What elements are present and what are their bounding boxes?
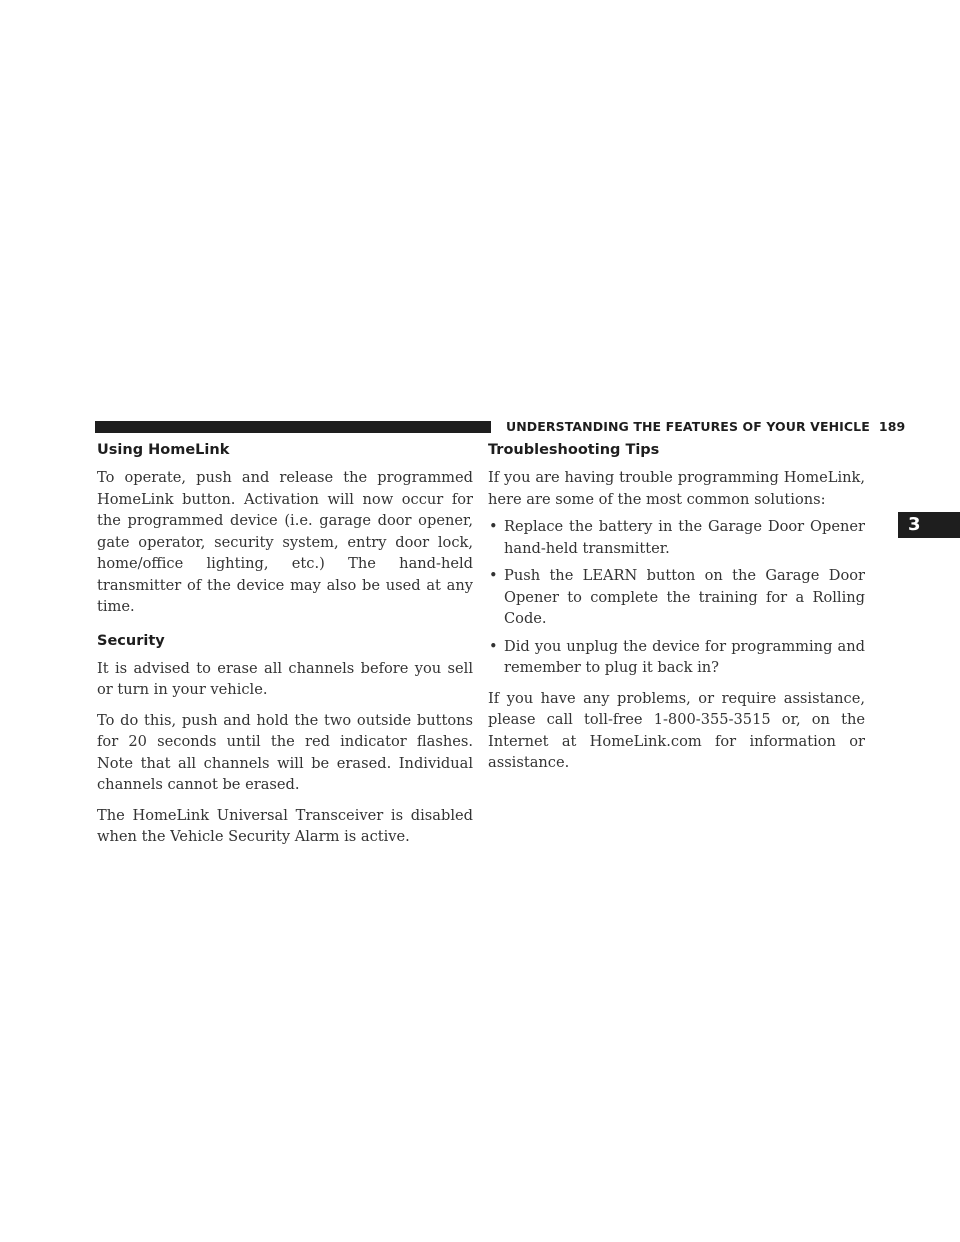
list-item: [488, 565, 865, 630]
page-number: 189: [878, 419, 906, 434]
paragraph-using-homelink: To operate, push and release the programmed HomeLink button. Activation will now occur for the programmed device (i.e. garage door opener, gate operator, security system, entry door lock, home/office lighting, etc.) The hand-held transmitter of the device may also be used at any time.: [97, 469, 473, 615]
bullet-icon: •: [489, 637, 498, 655]
heading-using-homelink: Using HomeLink: [97, 442, 230, 458]
list-item-text: Replace the battery in the Garage Door Opener hand-held transmitter.: [504, 518, 865, 557]
section-title: UNDERSTANDING THE FEATURES OF YOUR VEHICLE: [506, 419, 870, 434]
troubleshooting-list: [488, 516, 865, 679]
heading-security: Security: [97, 632, 165, 649]
paragraph-security-3: The HomeLink Universal Transceiver is disabled when the Vehicle Security Alarm is active.: [97, 806, 473, 845]
paragraph-troubleshooting-intro: If you are having trouble programming HomeLink, here are some of the most common solutions:: [488, 469, 865, 508]
paragraph-security-2: To do this, push and hold the two outside buttons for 20 seconds until the red indicator flashes. Note that all channels will be erased. Individual channels cannot be erased.: [97, 711, 473, 793]
list-item: [488, 516, 865, 559]
bullet-icon: •: [489, 567, 498, 584]
list-item: [488, 636, 865, 679]
running-header: [506, 419, 906, 434]
paragraph-security-1: It is advised to erase all channels before you sell or turn in your vehicle.: [97, 659, 473, 698]
paragraph-troubleshooting-closing: If you have any problems, or require assistance, please call toll-free 1-800-355-3515 or, on the Internet at HomeLink.com for information or assistance.: [488, 689, 865, 771]
list-item-text: Did you unplug the device for programming and remember to plug it back in?: [504, 637, 865, 676]
header-rule: [95, 421, 491, 433]
heading-troubleshooting: Troubleshooting Tips: [488, 442, 660, 458]
chapter-number: 3: [908, 514, 921, 535]
bullet-icon: •: [489, 518, 498, 535]
list-item-text: Push the LEARN button on the Garage Door Opener to complete the training for a Rolling Code.: [504, 567, 865, 627]
left-column: [97, 440, 473, 848]
chapter-tab: [898, 512, 960, 538]
right-column: [488, 440, 865, 774]
